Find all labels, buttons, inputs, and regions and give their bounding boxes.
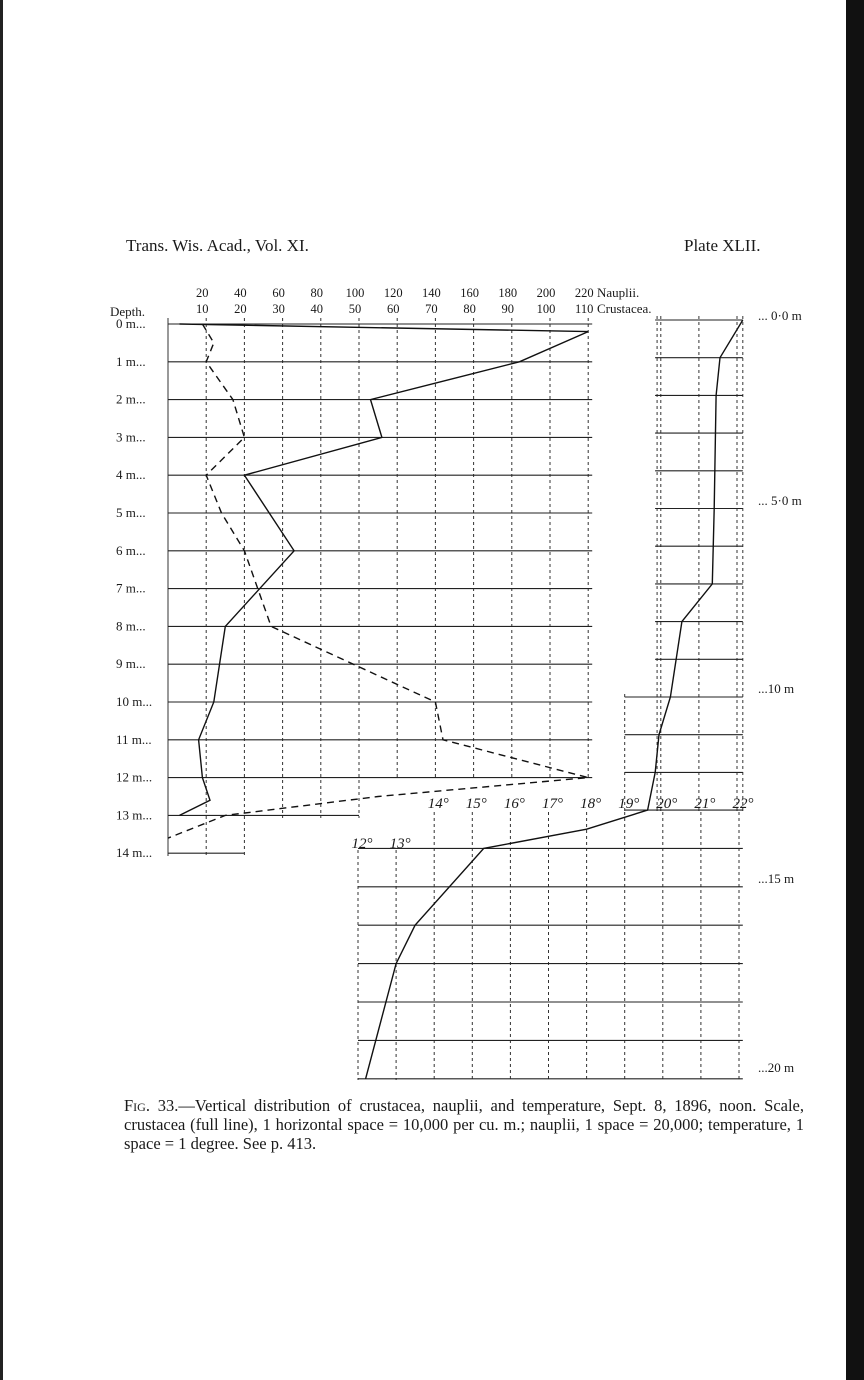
depth-tick-label: 14 m...: [116, 845, 153, 861]
journal-header: Trans. Wis. Acad., Vol. XI.: [126, 236, 309, 255]
temperature-tick-label: 12°: [351, 836, 373, 852]
crustacea-line: [180, 324, 589, 815]
nauplii-tick-label: 40: [234, 286, 247, 300]
nauplii-tick-label: 80: [310, 286, 324, 300]
temperature-tick-label: 22°: [732, 796, 754, 812]
depth-tick-label: 1 m...: [116, 353, 146, 369]
plate-number: Plate XLII.: [684, 236, 761, 255]
crustacea-tick-label: 90: [501, 302, 515, 316]
nauplii-tick-label: 200: [536, 286, 556, 300]
depth-tick-label: 11 m...: [116, 731, 152, 747]
crustacea-tick-label: 60: [386, 302, 400, 316]
crustacea-tick-label: 30: [272, 302, 285, 316]
temperature-tick-label: 17°: [542, 796, 563, 812]
temperature-tick-label: 20°: [656, 796, 678, 812]
nauplii-tick-label: 140: [422, 286, 441, 300]
temperature-depth-label: ...20 m: [758, 1060, 795, 1075]
temperature-depth-label: ...15 m: [758, 871, 795, 886]
depth-tick-label: 6 m...: [116, 542, 146, 558]
temperature-tick-label: 14°: [427, 796, 449, 812]
crustacea-tick-label: 70: [425, 302, 438, 316]
depth-tick-label: 10 m...: [116, 694, 153, 709]
temperature-depth-label: ... 5·0 m: [758, 493, 802, 508]
depth-tick-label: 13 m...: [116, 807, 153, 823]
nauplii-tick-label: 120: [383, 286, 403, 300]
nauplii-tick-label: 220: [574, 286, 594, 300]
chart-series: [168, 320, 743, 1079]
temperature-tick-label: 16°: [503, 796, 525, 812]
temperature-depth-label: ... 0·0 m: [758, 308, 802, 323]
temperature-depth-label: ...10 m: [758, 681, 795, 696]
crustacea-tick-label: 110: [575, 302, 594, 316]
crustacea-tick-label: 50: [348, 302, 362, 316]
nauplii-tick-label: 60: [272, 286, 285, 300]
depth-tick-label: 7 m...: [116, 580, 146, 596]
depth-tick-label: 12 m...: [116, 769, 153, 785]
nauplii-tick-label: 160: [460, 286, 479, 300]
nauplii-tick-label: 180: [498, 286, 518, 300]
depth-tick-label: 0 m...: [116, 316, 146, 331]
temperature-line: [366, 320, 743, 1079]
temperature-tick-label: 21°: [694, 796, 716, 812]
depth-tick-label: 9 m...: [116, 656, 146, 672]
depth-tick-label: 3 m...: [116, 429, 146, 445]
figure-label: Fig. 33.: [124, 1096, 179, 1115]
depth-axis-label: Depth.: [110, 304, 146, 319]
nauplii-tick-label: 100: [345, 286, 365, 300]
figure-caption: [124, 1096, 804, 1153]
caption-text: —Vertical distribution of crustacea, nauplii, and temperature, Sept. 8, 1896, noon. Scale, crustacea (full line), 1 horizontal space = 10,000 per cu. m.; nauplii, 1 space = 20,000; temperature, 1 space = 1 degree. See p. 413.: [124, 1096, 804, 1153]
depth-tick-label: 2 m...: [116, 391, 146, 407]
depth-tick-label: 8 m...: [116, 618, 146, 634]
temperature-tick-label: 13°: [389, 836, 411, 852]
crustacea-tick-label: 10: [195, 302, 209, 316]
crustacea-tick-label: 80: [463, 302, 476, 316]
nauplii-tick-label: 20: [195, 286, 209, 300]
nauplii-axis-label: Nauplii.: [597, 285, 640, 300]
temperature-tick-label: 15°: [465, 796, 487, 812]
depth-tick-label: 4 m...: [116, 467, 146, 483]
nauplii-line: [168, 324, 588, 838]
crustacea-tick-label: 40: [310, 302, 324, 316]
crustacea-axis-label: Crustacea.: [597, 301, 652, 316]
temperature-tick-label: 19°: [618, 796, 640, 812]
temperature-tick-label: 18°: [580, 796, 602, 812]
chart-labels: [110, 285, 802, 1075]
crustacea-tick-label: 100: [536, 302, 556, 316]
crustacea-tick-label: 20: [234, 302, 247, 316]
depth-tick-label: 5 m...: [116, 505, 146, 520]
